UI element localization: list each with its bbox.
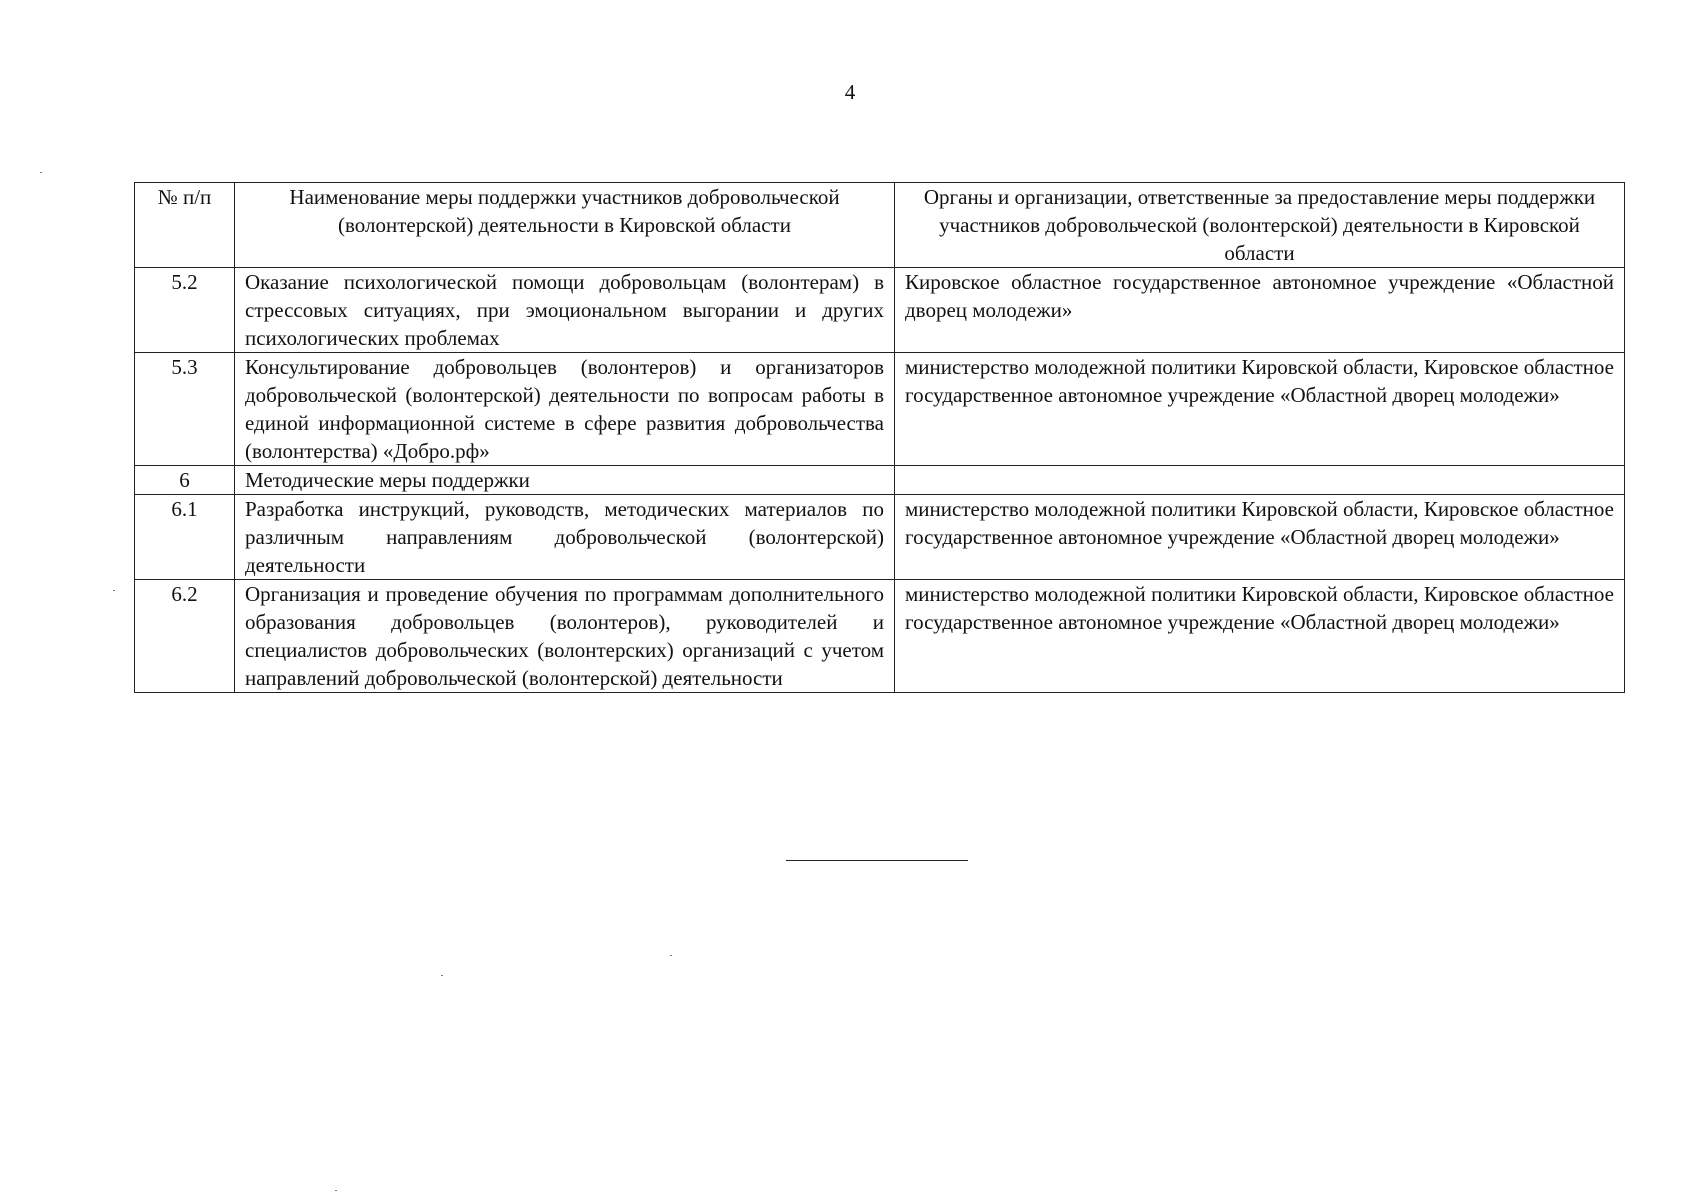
responsible-organization — [895, 466, 1625, 495]
support-measures-table — [134, 182, 1625, 693]
scan-speck — [441, 975, 443, 976]
header-responsible-organizations: Органы и организации, ответственные за предоставление меры поддержки участников добровольческой (волонтерской) деятельности в Кировской области — [895, 183, 1625, 268]
table-header-row — [135, 183, 1625, 268]
responsible-organization: министерство молодежной политики Кировской области, Кировское областное государственное автономное учреждение «Областной дворец молодежи» — [895, 495, 1625, 580]
row-number: 5.3 — [135, 353, 235, 466]
scan-speck — [335, 1190, 337, 1191]
measure-name: Методические меры поддержки — [235, 466, 895, 495]
measure-name: Разработка инструкций, руководств, методических материалов по различным направлениям добровольческой (волонтерской) деятельности — [235, 495, 895, 580]
row-number: 6.1 — [135, 495, 235, 580]
measure-name: Консультирование добровольцев (волонтеров) и организаторов добровольческой (волонтерской) деятельности по вопросам работы в единой информационной системе в сфере развития добровольчества (волонтерства) «Добро.рф» — [235, 353, 895, 466]
row-number: 5.2 — [135, 268, 235, 353]
table-row — [135, 268, 1625, 353]
table-row — [135, 466, 1625, 495]
table-row — [135, 580, 1625, 693]
end-of-document-rule — [786, 860, 968, 861]
measure-name: Оказание психологической помощи добровольцам (волонтерам) в стрессовых ситуациях, при эмоциональном выгорании и других психологических проблемах — [235, 268, 895, 353]
row-number: 6.2 — [135, 580, 235, 693]
responsible-organization: министерство молодежной политики Кировской области, Кировское областное государственное автономное учреждение «Областной дворец молодежи» — [895, 353, 1625, 466]
header-measure-name: Наименование меры поддержки участников добровольческой (волонтерской) деятельности в Кировской области — [235, 183, 895, 268]
row-number: 6 — [135, 466, 235, 495]
table-row — [135, 353, 1625, 466]
scan-speck — [113, 590, 115, 591]
header-number: № п/п — [135, 183, 235, 268]
responsible-organization: Кировское областное государственное автономное учреждение «Областной дворец молодежи» — [895, 268, 1625, 353]
measure-name: Организация и проведение обучения по программам дополнительного образования добровольцев (волонтеров), руководителей и специалистов добровольческих (волонтерских) организаций с учетом направлений добровольческой (волонтерской) деятельности — [235, 580, 895, 693]
responsible-organization: министерство молодежной политики Кировской области, Кировское областное государственное автономное учреждение «Областной дворец молодежи» — [895, 580, 1625, 693]
scan-speck — [670, 955, 672, 956]
table-row — [135, 495, 1625, 580]
scan-speck — [40, 172, 42, 173]
page-number: 4 — [844, 80, 856, 104]
